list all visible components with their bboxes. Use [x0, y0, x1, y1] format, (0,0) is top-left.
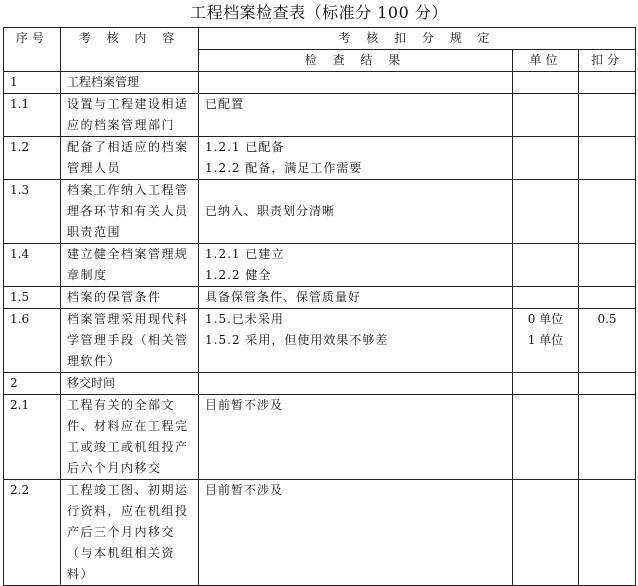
cell-result — [199, 137, 513, 180]
cell-result — [199, 94, 513, 137]
item-line: 行资料，应在机组投 — [67, 504, 189, 518]
table-row — [4, 137, 636, 180]
cell-item — [61, 480, 199, 586]
result-line: 1.2.2 健全 — [205, 268, 272, 282]
item-line: 工程档案管理 — [67, 75, 140, 89]
cell-unit — [513, 373, 579, 395]
table-row — [4, 94, 636, 137]
unit-line: 0 单位 — [527, 312, 564, 326]
cell-item — [61, 72, 199, 94]
item-line: 档案管理采用现代科 — [67, 312, 189, 326]
cell-result — [199, 72, 513, 94]
table-row — [4, 309, 636, 373]
cell-result — [199, 309, 513, 373]
table-row — [4, 287, 636, 309]
cell-unit — [513, 309, 579, 373]
item-line: （与本机组相关资 — [67, 546, 176, 560]
section-row — [4, 373, 636, 395]
cell-deduct — [579, 480, 636, 586]
result-line: 具备保管条件、保管质量好 — [205, 290, 362, 304]
item-line: 配备了相适应的档案 — [67, 140, 189, 154]
item-line: 工程竣工图、初期运 — [67, 483, 189, 497]
result-line: 目前暂不涉及 — [205, 483, 284, 497]
cell-deduct — [579, 395, 636, 480]
cell-unit — [513, 94, 579, 137]
cell-result — [199, 287, 513, 309]
cell-item — [61, 287, 199, 309]
result-line — [205, 180, 506, 201]
cell-unit — [513, 480, 579, 586]
cell-item — [61, 244, 199, 287]
table-row — [4, 180, 636, 244]
cell-unit — [513, 180, 579, 244]
cell-item — [61, 180, 199, 244]
cell-item — [61, 94, 199, 137]
cell-seq: 1.5 — [4, 287, 61, 309]
item-line: 建立健全档案管理规 — [67, 247, 189, 261]
item-line: 档案的保管条件 — [67, 290, 162, 304]
cell-deduct — [579, 137, 636, 180]
item-line: 件、材料应在工程完 — [67, 419, 189, 433]
inspection-table — [3, 27, 636, 586]
cell-unit — [513, 287, 579, 309]
cell-item — [61, 137, 199, 180]
header-rules: 考 核 扣 分 规 定 — [199, 28, 636, 50]
item-line: 应的档案管理部门 — [67, 118, 176, 132]
cell-unit — [513, 137, 579, 180]
cell-deduct — [579, 244, 636, 287]
header-item: 考 核 内 容 — [61, 28, 199, 72]
item-line: 职责范围 — [67, 225, 122, 239]
cell-seq: 1.1 — [4, 94, 61, 137]
cell-item — [61, 373, 199, 395]
item-line: 理各环节和有关人员 — [67, 204, 189, 218]
cell-result — [199, 480, 513, 586]
result-line: 目前暂不涉及 — [205, 398, 284, 412]
cell-seq: 1 — [4, 72, 61, 94]
cell-seq: 1.6 — [4, 309, 61, 373]
cell-seq: 1.2 — [4, 137, 61, 180]
cell-result — [199, 244, 513, 287]
item-line: 设置与工程建设相适 — [67, 97, 189, 111]
cell-seq: 1.4 — [4, 244, 61, 287]
result-line: 1.5.已未采用 — [205, 312, 284, 326]
header-deduct: 扣分 — [579, 50, 636, 72]
result-line: 已配置 — [205, 97, 245, 111]
header-unit: 单位 — [513, 50, 579, 72]
header-result: 检 查 结 果 — [199, 50, 513, 72]
page-title: 工程档案检查表（标准分 100 分） — [190, 3, 448, 22]
cell-result — [199, 180, 513, 244]
cell-unit — [513, 244, 579, 287]
cell-result — [199, 395, 513, 480]
cell-seq: 2.1 — [4, 395, 61, 480]
cell-deduct: 0.5 — [579, 309, 636, 373]
result-line: 已纳入、职责划分清晰 — [205, 204, 336, 218]
cell-deduct — [579, 180, 636, 244]
item-line: 料） — [67, 567, 95, 581]
result-line: 1.5.2 采用，但使用效果不够差 — [205, 333, 389, 347]
cell-seq: 2 — [4, 373, 61, 395]
unit-line: 1 单位 — [527, 333, 564, 347]
cell-unit — [513, 395, 579, 480]
item-line: 工程有关的全部文 — [67, 398, 176, 412]
cell-deduct — [579, 287, 636, 309]
item-line: 管理人员 — [67, 161, 122, 175]
table-row — [4, 244, 636, 287]
item-line: 后六个月内移交 — [67, 461, 162, 475]
item-line: 档案工作纳入工程管 — [67, 183, 189, 197]
table-row — [4, 395, 636, 480]
result-line: 1.2.1 已配备 — [205, 140, 285, 154]
result-line: 1.2.1 已建立 — [205, 247, 285, 261]
result-line: 1.2.2 配备，满足工作需要 — [205, 161, 363, 175]
item-line: 移交时间 — [67, 376, 116, 390]
item-line: 学管理手段（相关管 — [67, 333, 189, 347]
cell-item — [61, 309, 199, 373]
cell-deduct — [579, 94, 636, 137]
section-row — [4, 72, 636, 94]
cell-result — [199, 373, 513, 395]
cell-deduct — [579, 373, 636, 395]
item-line: 理软件） — [67, 354, 122, 368]
cell-seq: 2.2 — [4, 480, 61, 586]
item-line: 产后三个月内移交 — [67, 525, 176, 539]
item-line: 工或竣工或机组投产 — [67, 440, 189, 454]
cell-item — [61, 395, 199, 480]
item-line: 章制度 — [67, 268, 108, 282]
header-seq: 序号 — [4, 28, 61, 72]
cell-unit — [513, 72, 579, 94]
table-row — [4, 480, 636, 586]
table-body — [4, 72, 636, 586]
cell-seq: 1.3 — [4, 180, 61, 244]
cell-deduct — [579, 72, 636, 94]
